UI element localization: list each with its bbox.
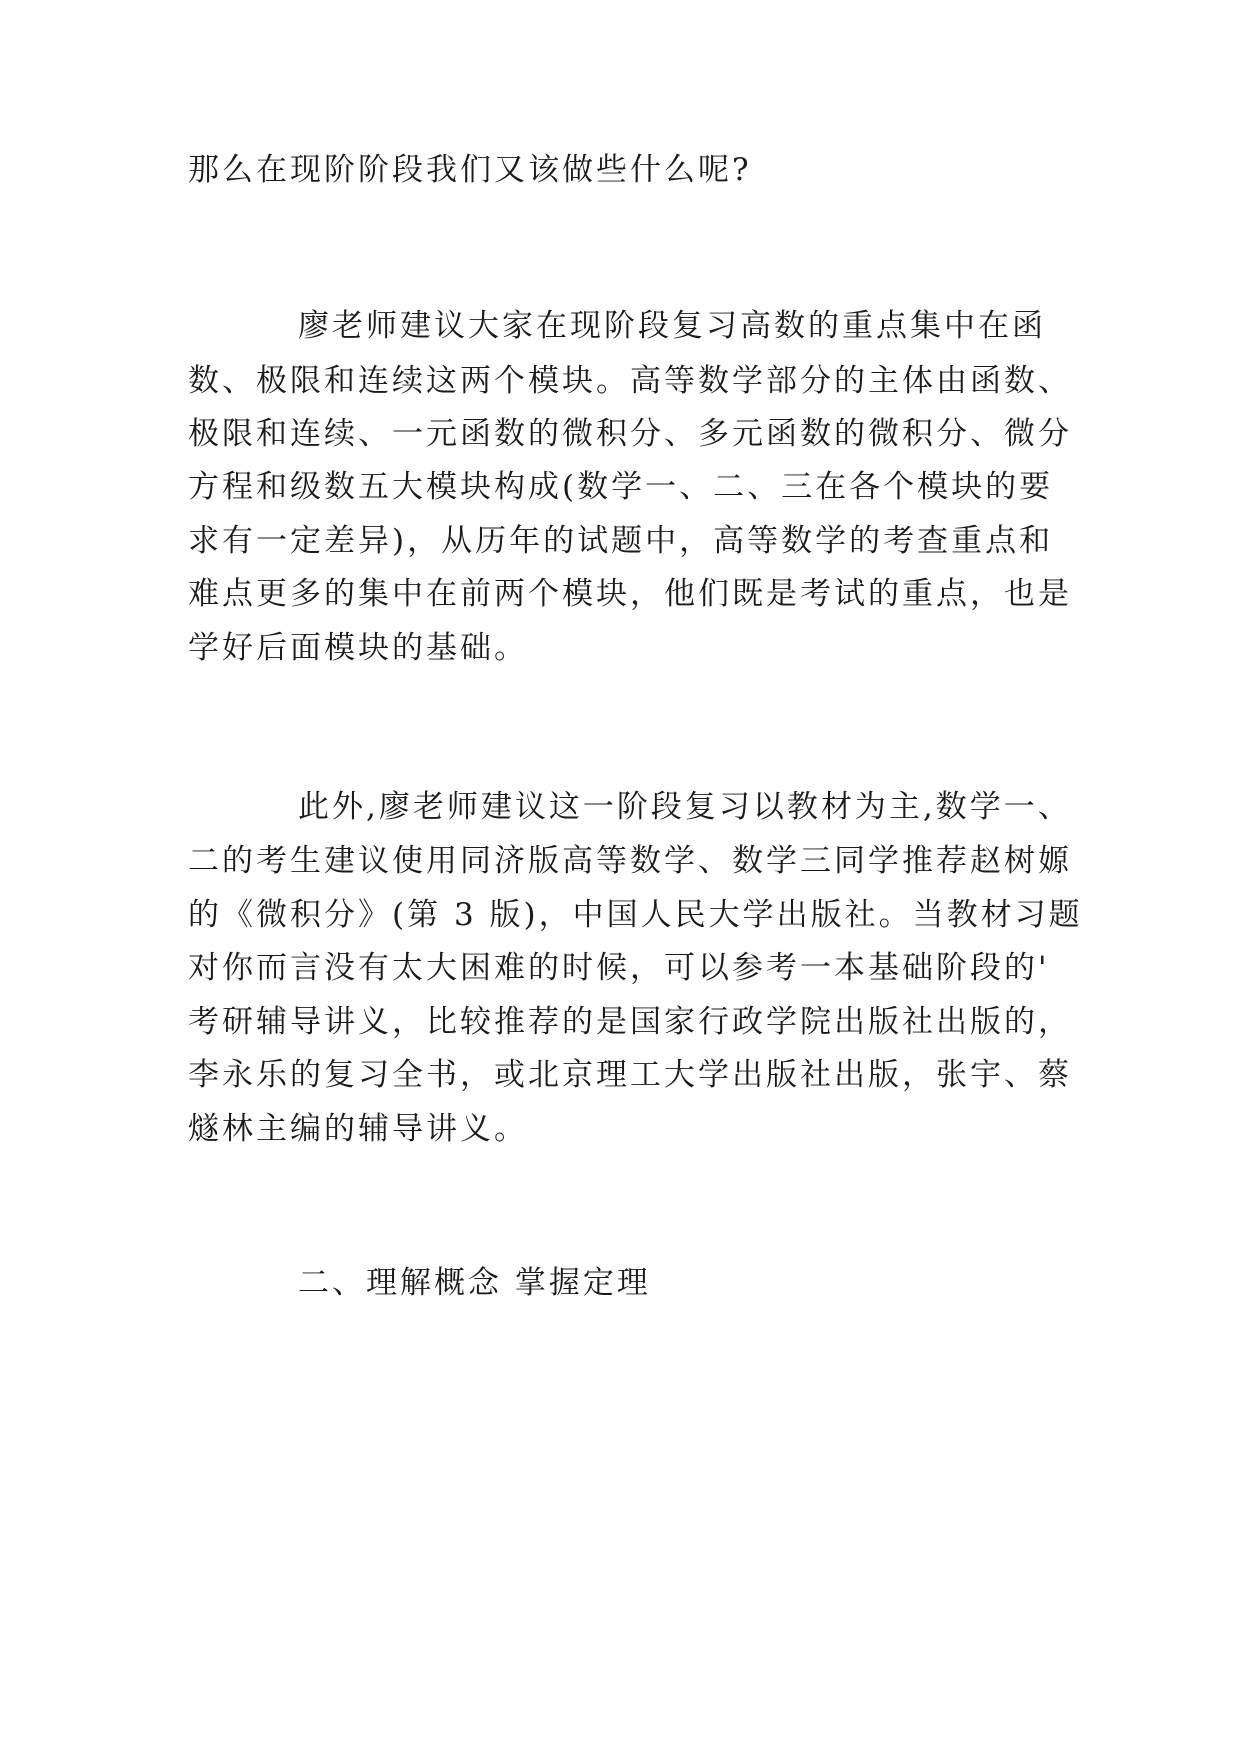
- paragraph-1-line: 难点更多的集中在前两个模块，他们既是考试的重点，也是: [188, 576, 1072, 612]
- paragraph-1-line: 方程和级数五大模块构成(数学一、二、三在各个模块的要: [188, 469, 1054, 505]
- paragraph-2-line: 考研辅导讲义，比较推荐的是国家行政学院出版社出版的，: [188, 1004, 1072, 1040]
- paragraph-2-line: 的《微积分》(第 3 版)，中国人民大学出版社。当教材习题: [188, 897, 1083, 933]
- intro-line: 那么在现阶阶段我们又该做些什么呢?: [188, 152, 752, 188]
- paragraph-1-line: 数、极限和连续这两个模块。高等数学部分的主体由函数、: [188, 363, 1072, 399]
- paragraph-2-line: 对你而言没有太大困难的时候，可以参考一本基础阶段的': [188, 950, 1050, 986]
- paragraph-2-line: 李永乐的复习全书，或北京理工大学出版社出版，张宇、蔡: [188, 1057, 1072, 1093]
- paragraph-2-line: 二的考生建议使用同济版高等数学、数学三同学推荐赵树嫄: [188, 843, 1072, 879]
- section-heading: 二、理解概念 掌握定理: [298, 1265, 651, 1301]
- paragraph-1-line: 廖老师建议大家在现阶段复习高数的重点集中在函: [298, 308, 1046, 344]
- paragraph-1-line: 求有一定差异)，从历年的试题中，高等数学的考查重点和: [188, 523, 1054, 559]
- paragraph-1-line: 极限和连续、一元函数的微积分、多元函数的微积分、微分: [188, 416, 1072, 452]
- paragraph-1-line: 学好后面模块的基础。: [188, 630, 528, 666]
- paragraph-2-line: 燧林主编的辅导讲义。: [188, 1111, 528, 1147]
- paragraph-2-line: 此外,廖老师建议这一阶段复习以教材为主,数学一、: [298, 789, 1072, 825]
